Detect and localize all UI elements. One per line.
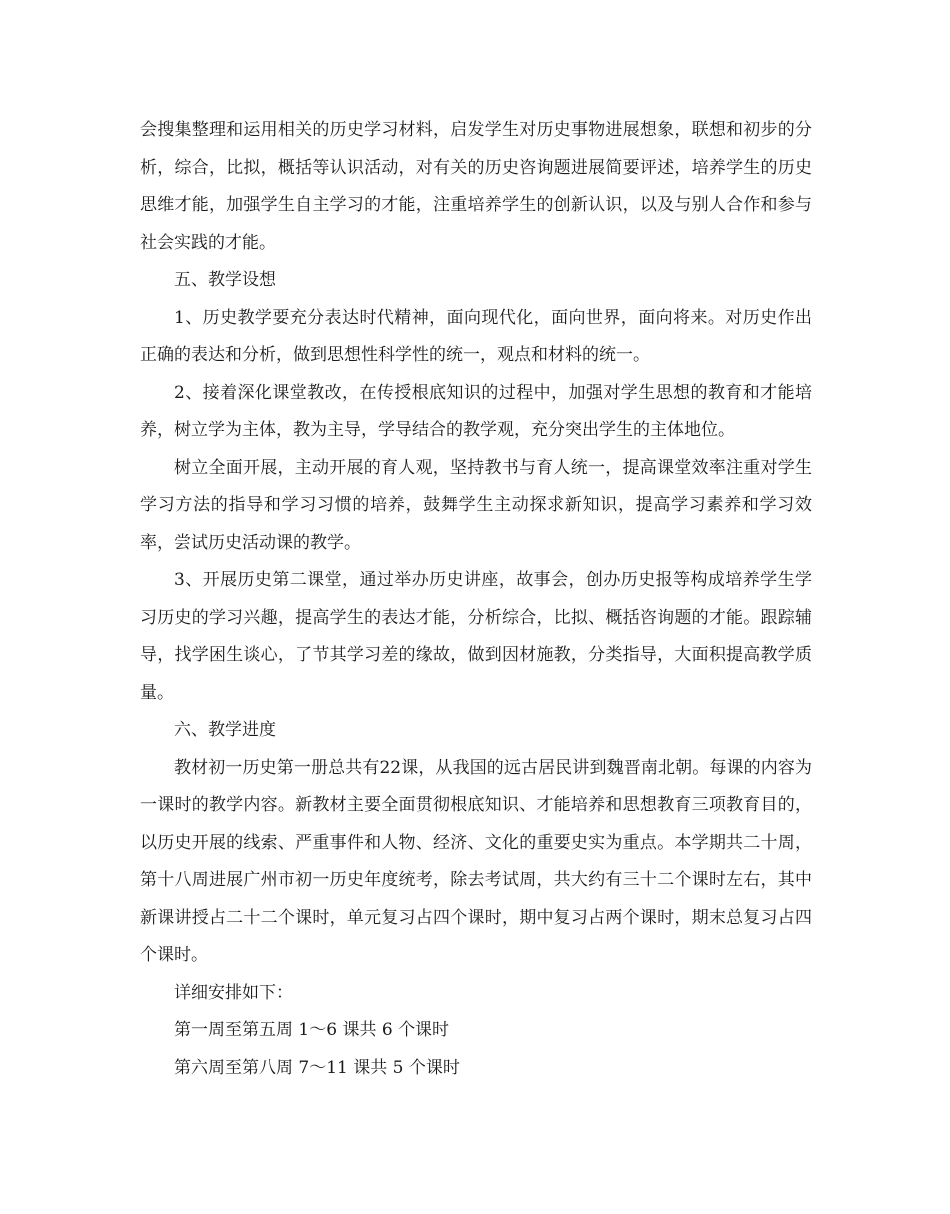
paragraph-idea-1: 1、历史教学要充分表达时代精神，面向现代化，面向世界，面向将来。对历史作出正确的表达和分析，做到思想性科学性的统一，观点和材料的统一。	[140, 307, 812, 365]
paragraph-progress-overview: 教材初一历史第一册总共有22课，从我国的远古居民讲到魏晋南北朝。每课的内容为一课时的教学内容。新教材主要全面贯彻根底知识、才能培养和思想教育三项教育目的，以历史开展的线索、严重事件和人物、经济、文化的重要史实为重点。本学期共二十周，第十八周进展广州市初一历史年度统考，除去考试周，共大约有三十二个课时左右，其中新课讲授占二十二个课时，单元复习占四个课时，期中复习占两个课时，期末总复习占四个课时。	[140, 757, 812, 965]
paragraph-schedule-intro: 详细安排如下：	[174, 982, 293, 1003]
paragraph-idea-3: 3、开展历史第二课堂，通过举办历史讲座，故事会，创办历史报等构成培养学生学习历史的学习兴趣，提高学生的表达才能，分析综合，比拟、概括咨询题的才能。跟踪辅导，找学困生谈心，了节其学习差的缘故，做到因材施教，分类指导，大面积提高教学质量。	[140, 570, 812, 703]
schedule-item-weeks-6-8: 第六周至第八周 7～11 课共 5 个课时	[174, 1057, 460, 1078]
heading-teaching-progress: 六、教学进度	[174, 720, 276, 740]
heading-teaching-ideas: 五、教学设想	[174, 270, 276, 290]
paragraph-objectives-continued: 会搜集整理和运用相关的历史学习材料，启发学生对历史事物进展想象，联想和初步的分析，综合，比拟，概括等认识活动，对有关的历史咨询题进展简要评述，培养学生的历史思维才能，加强学生自主学习的才能，注重培养学生的创新认识，以及与别人合作和参与社会实践的才能。	[140, 120, 812, 253]
paragraph-idea-2: 2、接着深化课堂教改，在传授根底知识的过程中，加强对学生思想的教育和才能培养，树立学为主体，教为主导，学导结合的教学观，充分突出学生的主体地位。	[140, 382, 812, 440]
schedule-item-weeks-1-5: 第一周至第五周 1～6 课共 6 个课时	[174, 1020, 450, 1040]
paragraph-education-view: 树立全面开展，主动开展的育人观，坚持教书与育人统一，提高课堂效率注重对学生学习方法的指导和学习习惯的培养，鼓舞学生主动探求新知识，提高学习素养和学习效率，尝试历史活动课的教学。	[140, 457, 812, 553]
document-body	[140, 112, 812, 1087]
